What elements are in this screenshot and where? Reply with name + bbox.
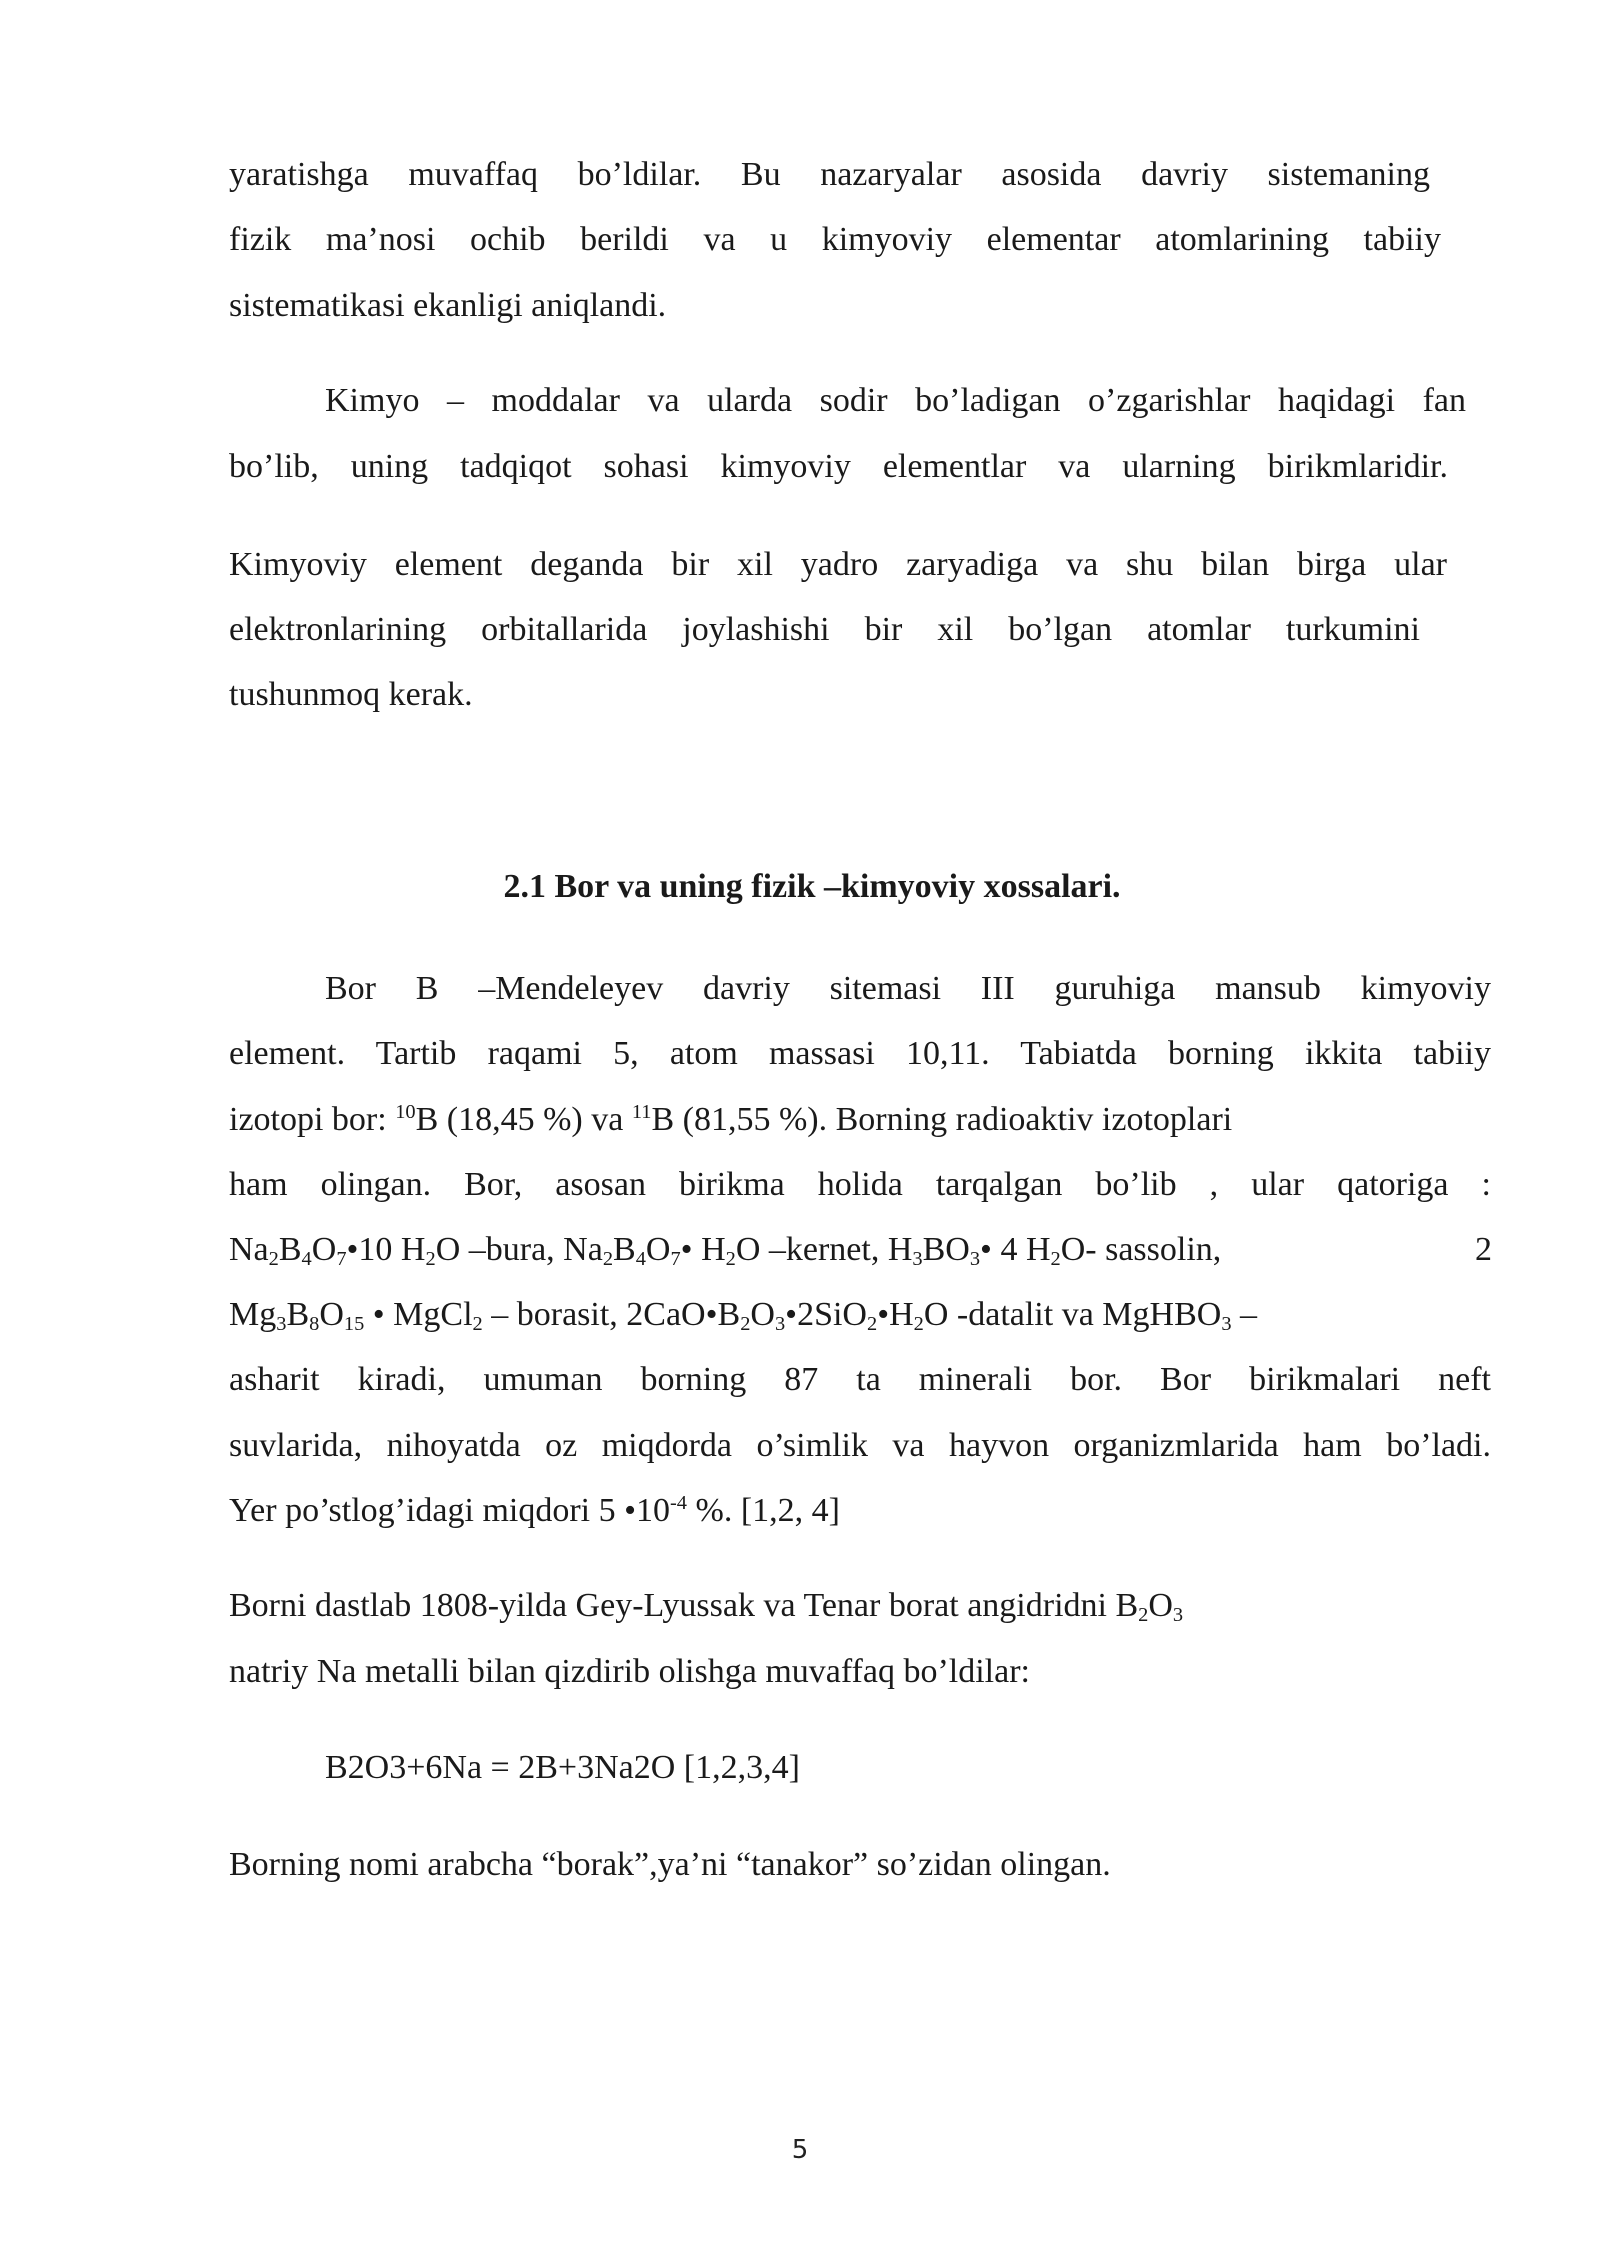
paragraph-line: Kimyoviy element deganda bir xil yadro zaryadiga va shu bilan birga ular [229,546,1447,583]
paragraph-line: sistematikasi ekanligi aniqlandi. [229,287,667,324]
discovery-line: Borni dastlab 1808-yilda Gey-Lyussak va Tenar borat angidridni $B_2O_3$ [229,1587,1184,1627]
paragraph-line: natriy Na metalli bilan qizdirib olishga muvaffaq bo’ldilar: [229,1653,1030,1690]
paragraph-line: suvlarida, nihoyatda oz miqdorda o’simlik va hayvon organizmlarida ham bo’ladi. [229,1427,1491,1464]
paragraph-line: ham olingan. Bor, asosan birikma holida tarqalgan bo’lib , ular qatoriga : [229,1166,1491,1203]
paragraph-line: fizik ma’nosi ochib berildi va u kimyoviy elementar atomlarining tabiiy [229,221,1441,258]
reaction-equation: B2O3+6Na = 2B+3Na2O [1,2,3,4] [325,1749,800,1786]
page-number: 5 [791,2135,809,2165]
isotope-line: izotopi bor: $^{10}$B (18,45 %) va $^{11}$B (81,55 %). Borning radioaktiv izotoplari [229,1100,1233,1138]
formula-line: $Na_2B_4O_7•10$ $H_2O$ –bura, $Na_2B_4O_7•$ $H_2O$ –kernet, $H_3BO_3•$ 4 $H_2O-$ sassolin, 2 [229,1231,1492,1271]
paragraph-line: Kimyo – moddalar va ularda sodir bo’ladigan o’zgarishlar haqidagi fan [325,382,1466,419]
formula-line: $Mg_3B_8O_{15}$ • MgCl$_2$ – borasit, $2CaO•B_2O_3•2SiO_2•H_2O$ -datalit va MgHBO$_3$ – [229,1296,1258,1336]
paragraph-line: bo’lib, uning tadqiqot sohasi kimyoviy elementlar va ularning birikmlaridir. [229,448,1448,485]
paragraph-line: elektronlarining orbitallarida joylashishi bir xil bo’lgan atomlar turkumini [229,611,1420,648]
paragraph-line: tushunmoq kerak. [229,676,473,713]
paragraph-line: yaratishga muvaffaq bo’ldilar. Bu nazaryalar asosida davriy sistemaning [229,156,1430,193]
paragraph-line: Borning nomi arabcha “borak”,ya’ni “tanakor” so’zidan olingan. [229,1846,1111,1883]
paragraph-line: Bor B –Mendeleyev davriy sitemasi III guruhiga mansub kimyoviy [325,970,1491,1007]
paragraph-line: asharit kiradi, umuman borning 87 ta minerali bor. Bor birikmalari neft [229,1361,1491,1398]
paragraph-line: element. Tartib raqami 5, atom massasi 10,11. Tabiatda borning ikkita tabiiy [229,1035,1491,1072]
section-heading: 2.1 Bor va uning fizik –kimyoviy xossalari. [503,868,1121,905]
crust-amount-line: Yer po’stlog’idagi miqdori 5 $•10^{-4}$ %. [1,2, 4] [229,1491,840,1529]
